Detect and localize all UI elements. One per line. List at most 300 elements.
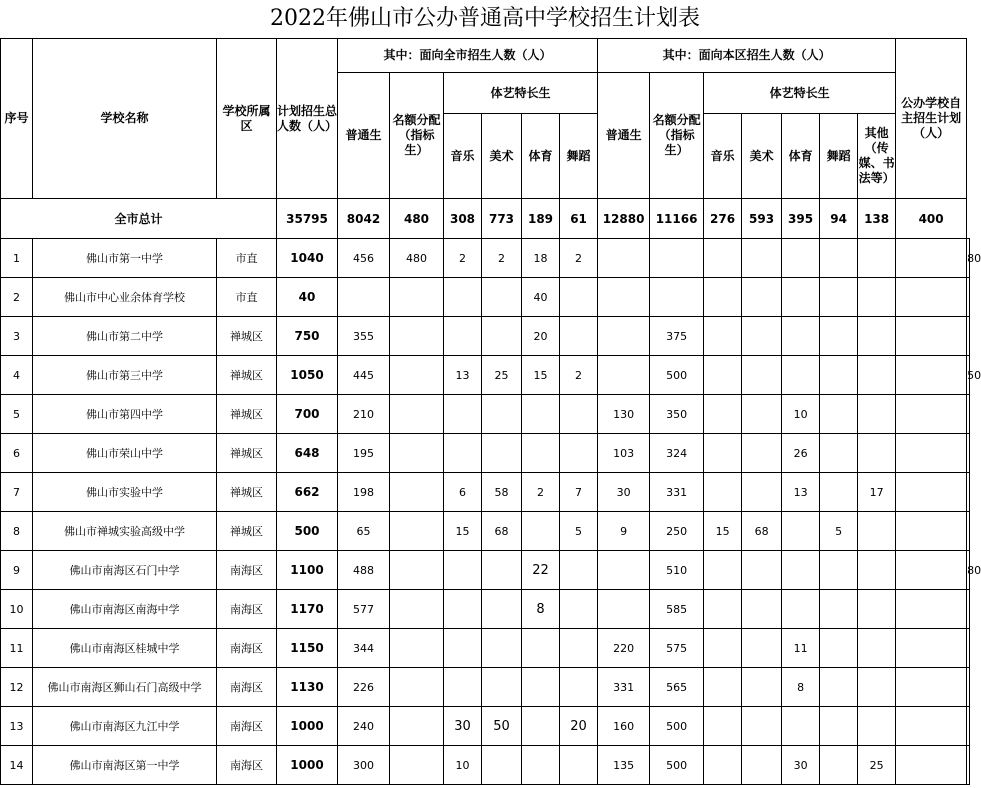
row-index: 4 [1, 356, 33, 395]
row-district: 禅城区 [217, 434, 277, 473]
row-cell: 300 [338, 746, 390, 785]
summary-cell: 593 [742, 199, 782, 239]
row-cell: 8 [522, 590, 560, 629]
row-index: 5 [1, 395, 33, 434]
row-cell [820, 317, 858, 356]
row-cell: 25 [858, 746, 896, 785]
row-district: 禅城区 [217, 356, 277, 395]
row-cell [704, 239, 742, 278]
row-cell [704, 590, 742, 629]
row-cell [896, 434, 967, 473]
row-cell: 480 [390, 239, 444, 278]
row-cell: 488 [338, 551, 390, 590]
row-school: 佛山市南海区第一中学 [33, 746, 217, 785]
row-cell [560, 629, 598, 668]
row-cell [742, 434, 782, 473]
row-cell: 65 [338, 512, 390, 551]
row-cell [896, 590, 967, 629]
row-cell [896, 512, 967, 551]
row-autonomous [967, 707, 970, 746]
row-cell [742, 668, 782, 707]
row-cell [704, 668, 742, 707]
row-cell [896, 395, 967, 434]
row-cell: 350 [650, 395, 704, 434]
row-cell [482, 629, 522, 668]
row-cell [782, 356, 820, 395]
row-cell: 324 [650, 434, 704, 473]
table-row [1, 356, 970, 395]
row-cell [782, 278, 820, 317]
row-cell [742, 590, 782, 629]
row-cell [390, 707, 444, 746]
row-cell: 585 [650, 590, 704, 629]
row-cell [482, 590, 522, 629]
row-cell: 6 [444, 473, 482, 512]
row-cell: 2 [522, 473, 560, 512]
row-cell [560, 746, 598, 785]
row-cell [598, 239, 650, 278]
row-cell [858, 278, 896, 317]
row-cell [742, 551, 782, 590]
row-cell [522, 668, 560, 707]
row-school: 佛山市荣山中学 [33, 434, 217, 473]
row-cell [896, 473, 967, 512]
row-cell [598, 356, 650, 395]
summary-cell: 773 [482, 199, 522, 239]
row-cell: 575 [650, 629, 704, 668]
row-cell: 135 [598, 746, 650, 785]
row-cell [390, 317, 444, 356]
row-cell: 30 [598, 473, 650, 512]
row-autonomous [967, 473, 970, 512]
row-cell [390, 590, 444, 629]
table-row [1, 239, 970, 278]
row-index: 3 [1, 317, 33, 356]
row-cell [782, 239, 820, 278]
row-cell [896, 629, 967, 668]
row-cell [390, 551, 444, 590]
summary-cell: 276 [704, 199, 742, 239]
table-row [1, 668, 970, 707]
row-cell [782, 317, 820, 356]
summary-row [1, 199, 970, 239]
row-autonomous [967, 512, 970, 551]
row-cell: 355 [338, 317, 390, 356]
row-cell [742, 278, 782, 317]
summary-cell: 12880 [598, 199, 650, 239]
header-music: 音乐 [444, 114, 482, 199]
row-school: 佛山市南海区九江中学 [33, 707, 217, 746]
table-row [1, 746, 970, 785]
row-cell [560, 551, 598, 590]
row-district: 禅城区 [217, 473, 277, 512]
row-cell: 58 [482, 473, 522, 512]
row-cell [482, 434, 522, 473]
row-cell [390, 473, 444, 512]
header-general: 普通生 [338, 73, 390, 199]
row-cell [704, 434, 742, 473]
row-cell: 577 [338, 590, 390, 629]
row-cell [704, 395, 742, 434]
row-index: 13 [1, 707, 33, 746]
header-fine-art: 美术 [482, 114, 522, 199]
summary-cell: 138 [858, 199, 896, 239]
row-cell [444, 434, 482, 473]
row-cell: 500 [650, 746, 704, 785]
row-cell: 20 [560, 707, 598, 746]
row-index: 6 [1, 434, 33, 473]
header-music: 音乐 [704, 114, 742, 199]
row-total: 1050 [277, 356, 338, 395]
row-cell: 25 [482, 356, 522, 395]
row-autonomous [967, 278, 970, 317]
row-district: 禅城区 [217, 317, 277, 356]
row-cell: 13 [444, 356, 482, 395]
summary-cell: 8042 [338, 199, 390, 239]
summary-cell: 480 [390, 199, 444, 239]
row-index: 12 [1, 668, 33, 707]
row-cell [482, 317, 522, 356]
row-cell: 160 [598, 707, 650, 746]
row-cell: 10 [782, 395, 820, 434]
row-cell [820, 239, 858, 278]
header-sports: 体育 [782, 114, 820, 199]
row-cell [650, 239, 704, 278]
row-cell: 15 [444, 512, 482, 551]
row-autonomous [967, 668, 970, 707]
row-cell [560, 590, 598, 629]
row-cell [560, 395, 598, 434]
row-cell: 50 [482, 707, 522, 746]
row-total: 1130 [277, 668, 338, 707]
row-cell [742, 317, 782, 356]
row-district: 南海区 [217, 746, 277, 785]
row-cell [482, 668, 522, 707]
row-autonomous [967, 317, 970, 356]
row-district: 南海区 [217, 668, 277, 707]
row-cell [858, 590, 896, 629]
row-cell: 20 [522, 317, 560, 356]
row-cell [858, 239, 896, 278]
row-cell [742, 707, 782, 746]
row-cell [742, 395, 782, 434]
row-cell: 15 [522, 356, 560, 395]
row-school: 佛山市南海区石门中学 [33, 551, 217, 590]
table-row [1, 395, 970, 434]
row-cell: 18 [522, 239, 560, 278]
row-cell [482, 395, 522, 434]
row-school: 佛山市南海区桂城中学 [33, 629, 217, 668]
row-index: 7 [1, 473, 33, 512]
row-school: 佛山市南海区狮山石门高级中学 [33, 668, 217, 707]
row-autonomous [967, 590, 970, 629]
row-cell [896, 278, 967, 317]
row-index: 10 [1, 590, 33, 629]
table-row [1, 317, 970, 356]
row-cell: 2 [482, 239, 522, 278]
row-school: 佛山市实验中学 [33, 473, 217, 512]
summary-cell: 308 [444, 199, 482, 239]
row-total: 1040 [277, 239, 338, 278]
summary-cell: 94 [820, 199, 858, 239]
header-school: 学校名称 [33, 39, 217, 199]
row-cell [560, 434, 598, 473]
row-cell: 22 [522, 551, 560, 590]
row-cell [522, 707, 560, 746]
row-cell [742, 629, 782, 668]
header-quota: 名额分配（指标生） [650, 73, 704, 199]
row-cell [820, 395, 858, 434]
row-school: 佛山市南海区南海中学 [33, 590, 217, 629]
row-cell [896, 551, 967, 590]
row-cell [338, 278, 390, 317]
row-autonomous: 80 [967, 551, 970, 590]
row-cell [444, 551, 482, 590]
row-cell [896, 707, 967, 746]
row-cell [482, 278, 522, 317]
row-cell [598, 551, 650, 590]
row-cell [742, 356, 782, 395]
row-district: 市直 [217, 278, 277, 317]
row-cell [704, 473, 742, 512]
row-cell: 11 [782, 629, 820, 668]
row-index: 9 [1, 551, 33, 590]
header-district: 学校所属区 [217, 39, 277, 199]
row-cell: 5 [560, 512, 598, 551]
row-cell: 195 [338, 434, 390, 473]
row-autonomous: 80 [967, 239, 970, 278]
table-row [1, 473, 970, 512]
row-cell [858, 512, 896, 551]
header-autonomous: 公办学校自主招生计划（人） [896, 39, 967, 199]
row-cell [598, 590, 650, 629]
row-total: 1150 [277, 629, 338, 668]
row-cell [858, 395, 896, 434]
header-dance: 舞蹈 [820, 114, 858, 199]
row-cell: 500 [650, 707, 704, 746]
row-cell [482, 746, 522, 785]
row-cell [820, 473, 858, 512]
row-cell [704, 746, 742, 785]
header-total: 计划招生总人数（人） [277, 39, 338, 199]
row-cell [444, 629, 482, 668]
row-cell: 2 [444, 239, 482, 278]
row-cell: 9 [598, 512, 650, 551]
header-local-group: 其中：面向本区招生人数（人） [598, 39, 896, 73]
row-cell [704, 317, 742, 356]
row-cell [522, 512, 560, 551]
row-cell [896, 239, 967, 278]
row-cell: 68 [482, 512, 522, 551]
header-fine-art: 美术 [742, 114, 782, 199]
row-cell: 10 [444, 746, 482, 785]
row-cell: 7 [560, 473, 598, 512]
row-cell [390, 668, 444, 707]
summary-cell: 400 [896, 199, 967, 239]
row-cell [704, 356, 742, 395]
row-cell [782, 512, 820, 551]
row-cell: 220 [598, 629, 650, 668]
row-total: 662 [277, 473, 338, 512]
row-cell: 103 [598, 434, 650, 473]
row-index: 8 [1, 512, 33, 551]
header-sports: 体育 [522, 114, 560, 199]
row-cell [390, 356, 444, 395]
row-cell [390, 278, 444, 317]
row-total: 750 [277, 317, 338, 356]
row-district: 禅城区 [217, 512, 277, 551]
row-cell: 375 [650, 317, 704, 356]
header-dance: 舞蹈 [560, 114, 598, 199]
row-cell [858, 317, 896, 356]
header-index: 序号 [1, 39, 33, 199]
row-cell: 30 [782, 746, 820, 785]
summary-cell: 61 [560, 199, 598, 239]
summary-cell: 189 [522, 199, 560, 239]
row-index: 14 [1, 746, 33, 785]
row-school: 佛山市第二中学 [33, 317, 217, 356]
header-arts-group: 体艺特长生 [704, 73, 896, 114]
row-district: 禅城区 [217, 395, 277, 434]
table-row [1, 434, 970, 473]
row-total: 1170 [277, 590, 338, 629]
row-cell [858, 668, 896, 707]
row-district: 市直 [217, 239, 277, 278]
row-cell [742, 239, 782, 278]
row-district: 南海区 [217, 590, 277, 629]
row-cell [522, 746, 560, 785]
row-cell: 565 [650, 668, 704, 707]
row-total: 1000 [277, 707, 338, 746]
row-school: 佛山市禅城实验高级中学 [33, 512, 217, 551]
row-cell: 68 [742, 512, 782, 551]
row-cell: 2 [560, 356, 598, 395]
row-autonomous [967, 395, 970, 434]
table-row [1, 590, 970, 629]
row-cell [820, 629, 858, 668]
row-cell [782, 590, 820, 629]
row-cell [820, 434, 858, 473]
table-row [1, 629, 970, 668]
row-total: 500 [277, 512, 338, 551]
row-total: 40 [277, 278, 338, 317]
row-cell: 250 [650, 512, 704, 551]
row-cell: 240 [338, 707, 390, 746]
row-cell: 26 [782, 434, 820, 473]
row-cell [482, 551, 522, 590]
row-district: 南海区 [217, 707, 277, 746]
row-cell [444, 317, 482, 356]
header-arts-group: 体艺特长生 [444, 73, 598, 114]
row-cell: 5 [820, 512, 858, 551]
row-cell [390, 512, 444, 551]
row-autonomous [967, 746, 970, 785]
row-cell [820, 278, 858, 317]
row-school: 佛山市第四中学 [33, 395, 217, 434]
table-row [1, 278, 970, 317]
row-cell [390, 395, 444, 434]
row-cell [742, 746, 782, 785]
row-cell [896, 356, 967, 395]
row-cell [820, 707, 858, 746]
row-cell [560, 278, 598, 317]
row-cell: 13 [782, 473, 820, 512]
row-cell [444, 278, 482, 317]
row-cell [820, 551, 858, 590]
row-district: 南海区 [217, 551, 277, 590]
row-total: 1000 [277, 746, 338, 785]
row-cell [896, 317, 967, 356]
row-cell [820, 356, 858, 395]
summary-cell: 11166 [650, 199, 704, 239]
row-cell [782, 551, 820, 590]
row-cell: 510 [650, 551, 704, 590]
summary-label: 全市总计 [1, 199, 277, 239]
table-row [1, 707, 970, 746]
enrollment-table [0, 38, 981, 785]
row-cell [896, 746, 967, 785]
row-cell: 226 [338, 668, 390, 707]
row-cell: 17 [858, 473, 896, 512]
row-cell: 30 [444, 707, 482, 746]
row-autonomous: 50 [967, 356, 970, 395]
row-cell: 500 [650, 356, 704, 395]
summary-cell: 35795 [277, 199, 338, 239]
header-quota: 名额分配（指标生） [390, 73, 444, 199]
row-cell [858, 551, 896, 590]
row-cell: 40 [522, 278, 560, 317]
row-cell [858, 707, 896, 746]
row-school: 佛山市第三中学 [33, 356, 217, 395]
row-cell [858, 356, 896, 395]
row-index: 2 [1, 278, 33, 317]
row-school: 佛山市中心业余体育学校 [33, 278, 217, 317]
row-total: 648 [277, 434, 338, 473]
row-cell: 445 [338, 356, 390, 395]
row-cell [858, 434, 896, 473]
summary-cell: 395 [782, 199, 820, 239]
row-cell [704, 278, 742, 317]
row-cell: 198 [338, 473, 390, 512]
row-cell [820, 746, 858, 785]
row-cell: 8 [782, 668, 820, 707]
row-cell [782, 707, 820, 746]
header-citywide-group: 其中：面向全市招生人数（人） [338, 39, 598, 73]
row-cell [598, 278, 650, 317]
row-cell [522, 629, 560, 668]
table-body [1, 199, 981, 785]
row-index: 11 [1, 629, 33, 668]
header-general: 普通生 [598, 73, 650, 199]
table-row [1, 551, 970, 590]
row-cell [598, 317, 650, 356]
row-cell: 15 [704, 512, 742, 551]
row-cell: 130 [598, 395, 650, 434]
row-cell [560, 317, 598, 356]
row-cell [390, 629, 444, 668]
row-cell [390, 746, 444, 785]
row-cell [820, 668, 858, 707]
row-cell [444, 668, 482, 707]
row-cell [858, 629, 896, 668]
row-cell [522, 434, 560, 473]
row-cell [650, 278, 704, 317]
row-cell [390, 434, 444, 473]
table-row [1, 512, 970, 551]
row-cell [560, 668, 598, 707]
row-cell [444, 395, 482, 434]
row-cell: 2 [560, 239, 598, 278]
